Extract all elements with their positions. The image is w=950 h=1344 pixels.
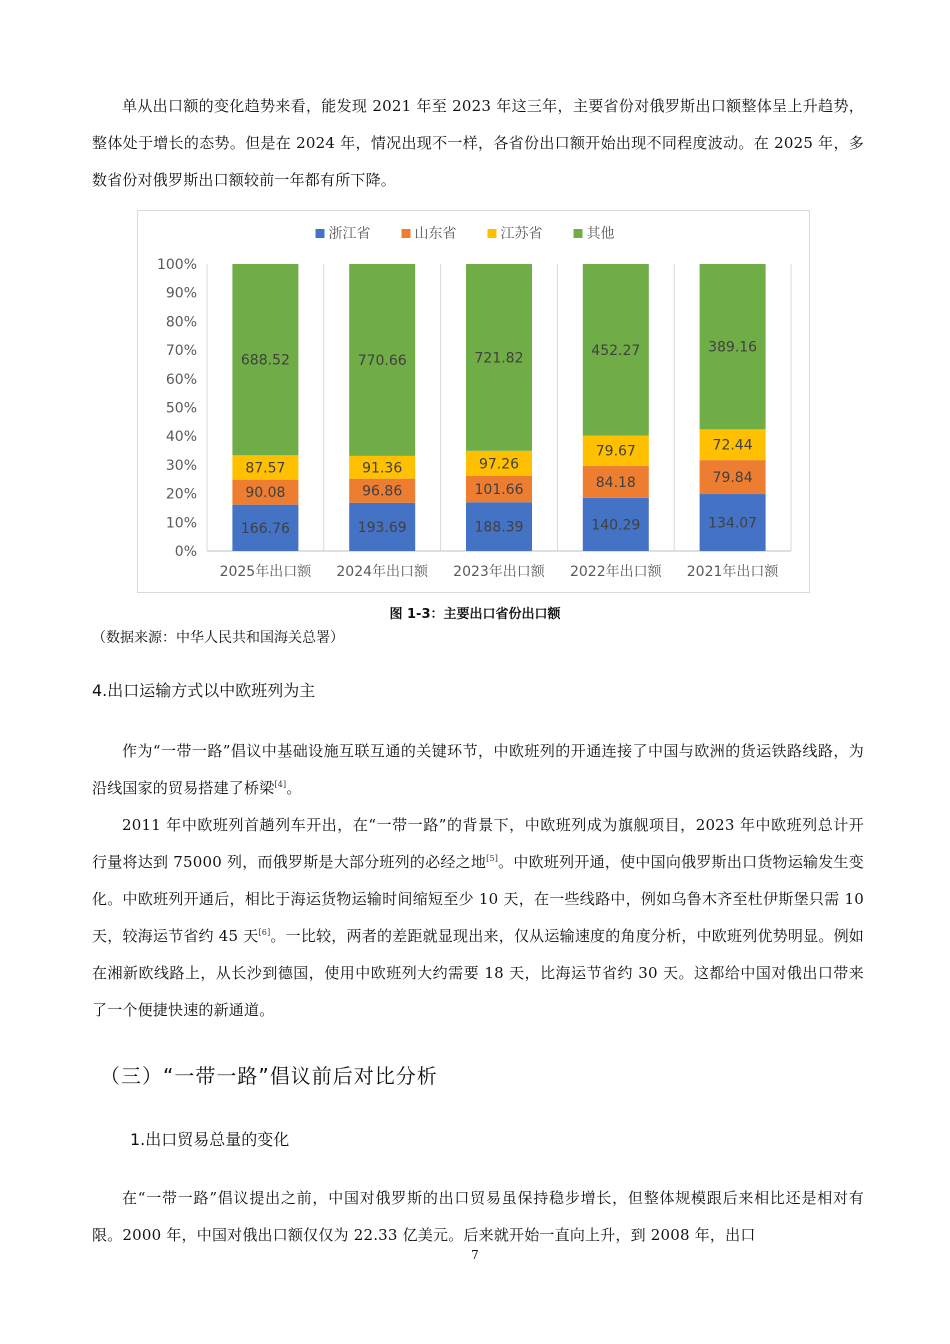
y-tick-label: 90%	[165, 285, 197, 302]
paragraph-trend-text: 单从出口额的变化趋势来看，能发现 2021 年至 2023 年这三年，主要省份对俄罗斯出口额整体呈上升趋势，整体处于增长的态势。但是在 2024 年，情况出现不一样，各省份出口额开始出现不同程度波动。在 2025 年，多数省份对俄罗斯出口额较前一年都有所下降。	[92, 97, 864, 189]
paragraph-details-text-2: 。中欧班列开通，使中国向俄罗斯出口货物运输发生变化。中欧班列开通后，相比于海运货物运输时间缩短至少 10 天，在一些线路中，例如乌鲁木齐至杜伊斯堡只需 10 天，较海运节省约 45 天	[92, 853, 864, 945]
subsection-heading-export-total: 1.出口贸易总量的变化	[130, 1130, 290, 1149]
legend-label: 江苏省	[500, 226, 543, 242]
y-tick-label: 40%	[165, 429, 197, 446]
citation-6: [6]	[258, 928, 271, 937]
legend-swatch	[574, 229, 583, 238]
data-source: （数据来源：中华人民共和国海关总署）	[92, 630, 344, 646]
data-label: 193.69	[357, 519, 407, 536]
x-tick-label: 2023年出口额	[453, 564, 545, 580]
data-label: 452.27	[591, 342, 641, 359]
x-tick-label: 2021年出口额	[686, 564, 779, 580]
figure-caption: 图 1-3：主要出口省份出口额	[389, 607, 561, 622]
citation-5: [5]	[486, 854, 499, 863]
data-label: 79.67	[595, 443, 636, 460]
y-tick-label: 60%	[165, 371, 197, 388]
page-number: 7	[471, 1248, 479, 1262]
data-label: 188.39	[474, 519, 524, 536]
data-label: 72.44	[712, 437, 753, 454]
chart-frame	[137, 210, 810, 593]
data-label: 389.16	[708, 339, 758, 356]
data-label: 84.18	[595, 474, 636, 491]
paragraph-export-total	[92, 1180, 864, 1254]
paragraph-trend	[92, 88, 864, 199]
y-tick-label: 80%	[165, 314, 197, 331]
data-label: 770.66	[357, 352, 407, 369]
stacked-bar-chart	[138, 211, 809, 592]
y-tick-label: 50%	[165, 400, 197, 417]
legend-label: 其他	[586, 226, 615, 242]
legend-label: 浙江省	[328, 226, 371, 242]
y-tick-label: 0%	[174, 544, 197, 560]
data-label: 134.07	[708, 515, 758, 532]
legend-swatch	[488, 229, 497, 238]
x-tick-label: 2024年出口额	[336, 564, 429, 580]
y-tick-label: 10%	[165, 515, 197, 532]
section-heading-comparison: （三）“一带一路”倡议前后对比分析	[100, 1064, 438, 1088]
data-label: 79.84	[712, 470, 753, 487]
y-tick-label: 70%	[165, 343, 197, 360]
legend-label: 山东省	[414, 226, 457, 242]
legend-swatch	[402, 229, 411, 238]
data-label: 90.08	[245, 485, 286, 502]
paragraph-railway-end: 。	[286, 779, 302, 797]
data-label: 140.29	[591, 517, 641, 534]
x-tick-label: 2025年出口额	[219, 564, 312, 580]
data-label: 101.66	[474, 482, 524, 499]
data-label: 166.76	[240, 520, 290, 537]
x-tick-label: 2022年出口额	[569, 564, 662, 580]
data-label: 688.52	[240, 352, 290, 369]
data-label: 96.86	[362, 483, 403, 500]
paragraph-details-text-1: 2011 年中欧班列首趟列车开出，在“一带一路”的背景下，中欧班列成为旗舰项目，2023 年中欧班列总计开行量将达到 75000 列，而俄罗斯是大部分班列的必经之地	[92, 816, 864, 871]
paragraph-china-europe-railway	[92, 733, 864, 807]
paragraph-railway-text: 作为“一带一路”倡议中基础设施互联互通的关键环节，中欧班列的开通连接了中国与欧洲的货运铁路线路，为沿线国家的贸易搭建了桥梁	[92, 742, 864, 797]
paragraph-railway-details	[92, 807, 864, 1029]
y-tick-label: 30%	[165, 457, 197, 474]
legend-swatch	[316, 229, 325, 238]
data-label: 87.57	[245, 460, 286, 477]
paragraph-export-total-text: 在“一带一路”倡议提出之前，中国对俄罗斯的出口贸易虽保持稳步增长，但整体规模跟后来相比还是相对有限。2000 年，中国对俄出口额仅仅为 22.33 亿美元。后来就开始一直向上升，到 2008 年，出口	[92, 1189, 864, 1244]
paragraph-details-text-3: 。一比较，两者的差距就显现出来，仅从运输速度的角度分析，中欧班列优势明显。例如在湘新欧线路上，从长沙到德国，使用中欧班列大约需要 18 天，比海运节省约 30 天。这都给中国对俄出口带来了一个便捷快速的新通道。	[92, 927, 864, 1019]
y-tick-label: 100%	[156, 257, 197, 273]
data-label: 721.82	[474, 350, 524, 367]
y-tick-label: 20%	[165, 486, 197, 503]
data-label: 91.36	[362, 460, 403, 477]
section-heading-transport: 4.出口运输方式以中欧班列为主	[92, 681, 316, 700]
data-label: 97.26	[478, 456, 520, 473]
citation-4: [4]	[274, 780, 287, 789]
